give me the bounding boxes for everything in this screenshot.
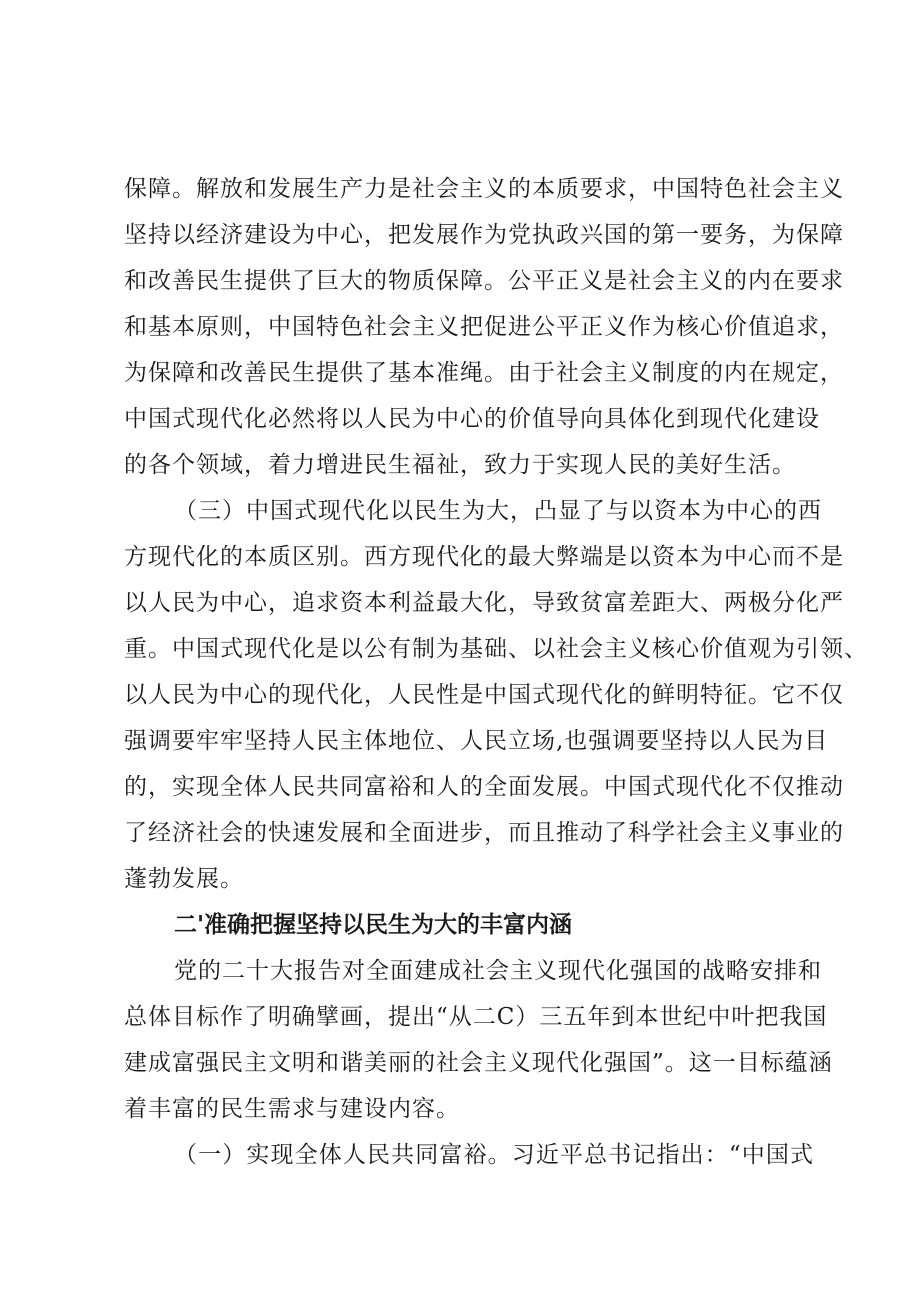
text-line: 的各个领域，着力增进民生福祉，致力于实现人民的美好生活。 [124, 452, 796, 478]
text-line: 中国式现代化必然将以人民为中心的价值导向具体化到现代化建设 [124, 406, 820, 432]
text-line: 建成富强民主文明和谐美丽的社会主义现代化强国”。这一目标蕴涵 [124, 1050, 833, 1076]
text-line: 的，实现全体人民共同富裕和人的全面发展。中国式现代化不仅推动 [124, 774, 844, 800]
text-line: 总体目标作了明确擘画，提出“从二C）三五年到本世纪中叶把我国 [124, 1004, 828, 1030]
text-line: （一）实现全体人民共同富裕。习近平总书记指出：“中国式 [174, 1142, 814, 1168]
text-line: 蓬勃发展。 [124, 866, 244, 892]
text-line: 保障。解放和发展生产力是社会主义的本质要求，中国特色社会主义 [124, 176, 844, 202]
text-line: 和改善民生提供了巨大的物质保障。公平正义是社会主义的内在要求 [124, 268, 844, 294]
text-line: 强调要牢牢坚持人民主体地位、人民立场,也强调要坚持以人民为目 [124, 728, 829, 754]
text-line: 为保障和改善民生提供了基本准绳。由于社会主义制度的内在规定， [124, 360, 844, 386]
text-line: 方现代化的本质区别。西方现代化的最大弊端是以资本为中心而不是 [124, 544, 844, 570]
text-line: 重。中国式现代化是以公有制为基础、以社会主义核心价值观为引领、 [124, 636, 868, 662]
text-line: 了经济社会的快速发展和全面进步，而且推动了科学社会主义事业的 [124, 820, 844, 846]
text-line: 党的二十大报告对全面建成社会主义现代化强国的战略安排和 [174, 958, 822, 984]
text-line: 和基本原则，中国特色社会主义把促进公平正义作为核心价值追求， [124, 314, 844, 340]
body-text [124, 166, 868, 1178]
text-line: 坚持以经济建设为中心，把发展作为党执政兴国的第一要务，为保障 [124, 222, 844, 248]
text-line: 着丰富的民生需求与建设内容。 [124, 1096, 460, 1122]
text-line: 以人民为中心，追求资本利益最大化，导致贫富差距大、两极分化严 [124, 590, 844, 616]
text-line: 以人民为中心的现代化，人民性是中国式现代化的鲜明特征。它不仅 [124, 682, 844, 708]
section-heading: 二'准确把握坚持以民生为大的丰富内涵 [174, 912, 573, 938]
text-line: （三）中国式现代化以民生为大，凸显了与以资本为中心的西 [174, 498, 822, 524]
